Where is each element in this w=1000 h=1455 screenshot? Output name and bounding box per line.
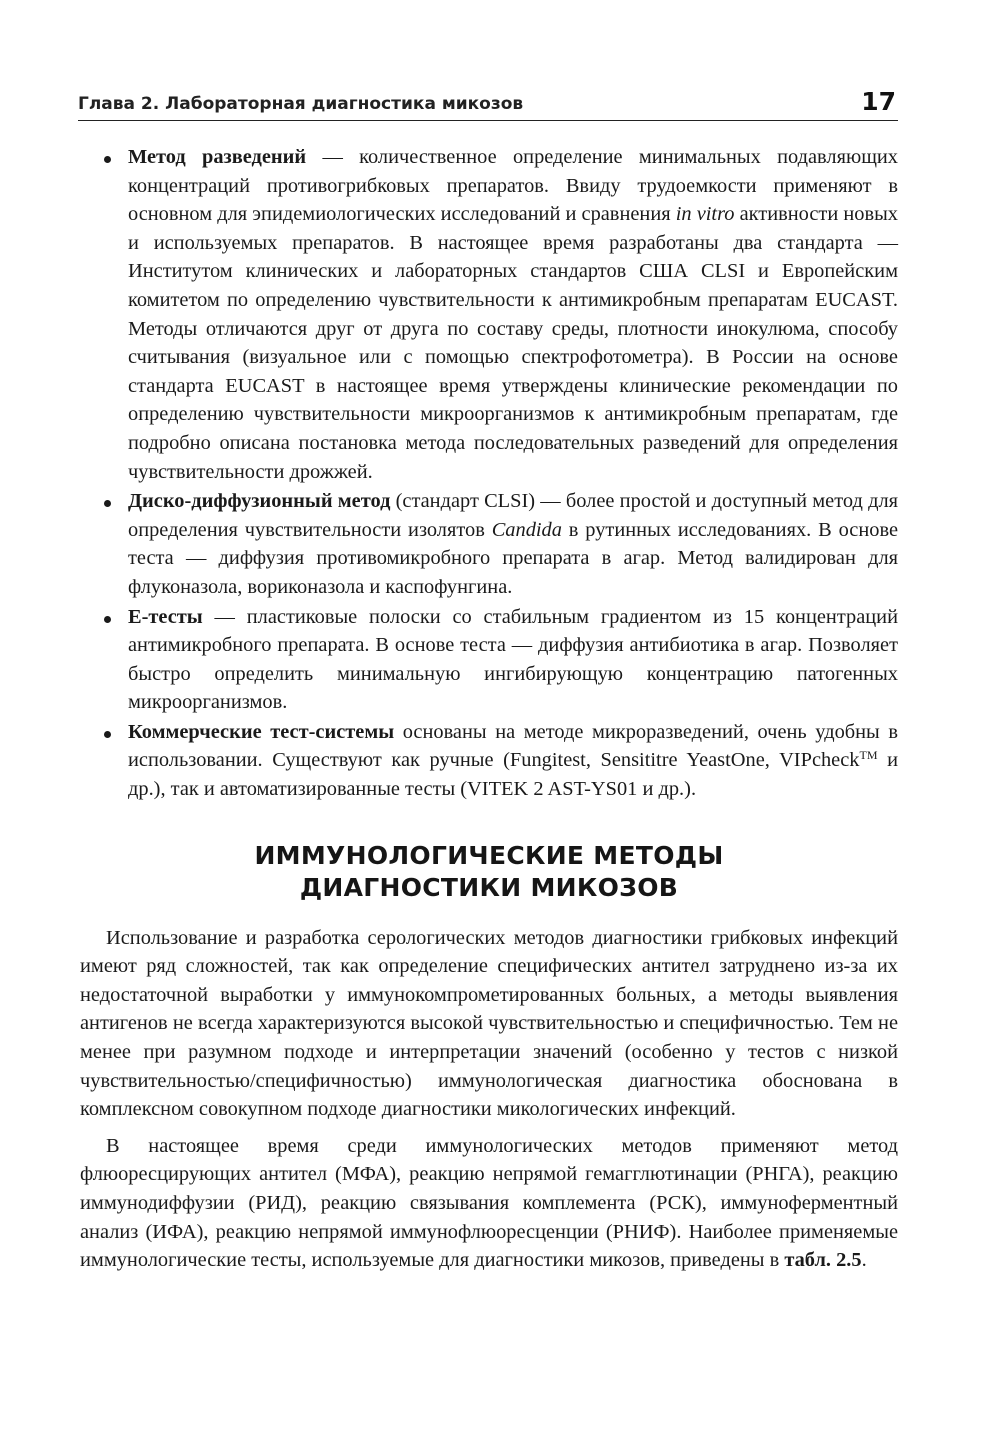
item-text: в рутинных исследованиях. В основе теста — диффузия противомикробного препарата в агар. Метод валидирован для флуконазола, вориконазола и каспофунгина. [128, 518, 898, 598]
chapter-title: Глава 2. Лабораторная диагностика микозов [78, 94, 524, 114]
section-heading-line2: ДИАГНОСТИКИ МИКОЗОВ [299, 872, 679, 902]
table-reference: табл. 2.5 [784, 1249, 862, 1272]
methods-list [80, 143, 898, 804]
item-text: — количественное определение минимальных подавляющих концентраций противогрибковых препаратов. Ввиду трудоемкости применяют в основном для эпидемиологических исследований и сравнения [128, 146, 898, 226]
term-disk-diffusion-method: Диско-диффузионный метод [128, 490, 391, 513]
italic-term: Candida [491, 518, 562, 541]
section-heading-line1: ИММУНОЛОГИЧЕСКИЕ МЕТОДЫ [254, 840, 724, 870]
bullet-icon [104, 616, 111, 623]
page-number: 17 [861, 87, 896, 116]
page-content [80, 143, 898, 1283]
paragraph-serological-methods: Использование и разработка серологических методов диагностики грибковых инфекций имеют ряд сложностей, так как определение специфических антител затруднено из-за их недостаточной выработки у иммунокомпрометированных больных, а методы выявления антигенов не всегда характеризуются высокой чувствительностью и специфичностью. Тем не менее при разумном подходе и интерпретации значений (особенно у тестов с низкой чувствительностью/специфичностью) иммунологическая диагностика обоснована в комплексном совокупном подходе диагностики микологических инфекций. [80, 926, 898, 1121]
section-heading [80, 840, 898, 904]
paragraph-immunological-methods [80, 1132, 898, 1275]
italic-term: in vitro [675, 203, 735, 226]
term-commercial-test-systems: Коммерческие тест-системы [128, 720, 395, 743]
item-text: основаны на методе микроразведений, очень удобны в использовании. Существуют как ручные (Fungitest, Sensititre YeastOne, VIPcheck [128, 720, 898, 772]
list-item [80, 718, 898, 804]
list-item [80, 603, 898, 717]
list-item [80, 487, 898, 601]
bullet-icon [104, 731, 111, 738]
running-header [78, 86, 898, 121]
item-text: — пластиковые полоски со стабильным градиентом из 15 концентраций антимикробного препарата. В основе теста — диффузия антибиотика в агар. Позволяет быстро определить минимальную ингибирующую концентрацию патогенных микроорганизмов. [128, 605, 898, 714]
term-dilution-method: Метод разведений [128, 146, 307, 168]
item-text: активности новых и используемых препаратов. В настоящее время разработаны два стандарта — Институтом клинических и лабораторных стандартов США CLSI и Европейским комитетом по определению чувствительности к антимикробным препаратам EUCAST. Методы отличаются друг от друга по составу среды, плотности инокулюма, способу считывания (визуальное или с помощью спектрофотометра). В России на основе стандарта EUCAST в настоящее время утверждены клинические рекомендации по определению чувствительности микроорганизмов к антимикробным препаратам, где подробно описана постановка метода последовательных разведений для определения чувствительности дрожжей. [128, 203, 898, 483]
paragraph-end: . [861, 1249, 867, 1272]
item-text: (стандарт CLSI) — более простой и доступный метод для определения чувствительности изолятов [128, 490, 898, 541]
item-text: и др.), так и автоматизированные тесты (VITEK 2 AST-YS01 и др.). [128, 749, 898, 801]
paragraph-text: В настоящее время среди иммунологических методов применяют метод флюоресцирующих антител (МФА), реакцию непрямой гемагглютинации (РНГА), реакцию иммунодиффузии (РИД), реакцию связывания комплемента (РСК), иммуноферментный анализ (ИФА), реакцию непрямой иммунофлюоресценции (РНИФ). Наиболее применяемые иммунологические тесты, используемые для диагностики микозов, приведены в [80, 1134, 898, 1272]
trademark-superscript: TM [859, 748, 878, 763]
bullet-icon [104, 500, 111, 507]
list-item [80, 143, 898, 486]
bullet-icon [104, 156, 111, 163]
term-e-tests: Е-тесты [128, 605, 203, 628]
